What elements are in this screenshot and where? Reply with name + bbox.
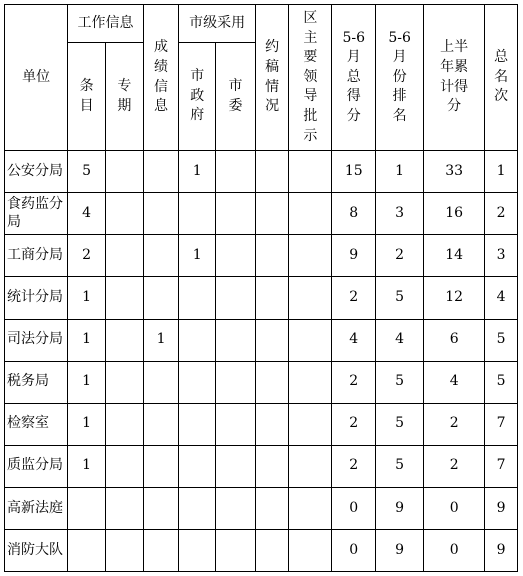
city-committee-cell (216, 235, 256, 277)
overall-rank-cell: 9 (485, 487, 518, 529)
leader-comment-cell (289, 277, 332, 319)
half-year-score-cell: 14 (424, 235, 485, 277)
half-year-score-cell: 12 (424, 277, 485, 319)
header-achievement: 成 绩 信 息 (143, 5, 179, 151)
half-year-score-cell: 0 (424, 529, 485, 571)
overall-rank-cell: 4 (485, 277, 518, 319)
city-gov-cell (179, 193, 216, 235)
overall-rank-cell: 1 (485, 151, 518, 193)
entries-cell: 1 (68, 277, 106, 319)
solicited-cell (255, 235, 289, 277)
solicited-cell (255, 445, 289, 487)
city-committee-cell (216, 487, 256, 529)
overall-rank-cell: 7 (485, 403, 518, 445)
city-committee-cell (216, 361, 256, 403)
special-cell (105, 403, 143, 445)
city-committee-cell (216, 445, 256, 487)
header-mayjun-rank: 5-6 月 份 排 名 (376, 5, 424, 151)
achievement-cell (143, 277, 179, 319)
solicited-cell (255, 151, 289, 193)
unit-cell: 司法分局 (5, 319, 68, 361)
half-year-score-cell: 4 (424, 361, 485, 403)
special-cell (105, 151, 143, 193)
mayjun-score-cell: 8 (332, 193, 376, 235)
mayjun-rank-cell: 1 (376, 151, 424, 193)
solicited-cell (255, 361, 289, 403)
mayjun-score-cell: 2 (332, 403, 376, 445)
city-committee-cell (216, 319, 256, 361)
mayjun-score-cell: 0 (332, 487, 376, 529)
entries-cell: 1 (68, 361, 106, 403)
mayjun-score-cell: 0 (332, 529, 376, 571)
solicited-cell (255, 319, 289, 361)
city-gov-cell (179, 487, 216, 529)
city-gov-cell: 1 (179, 151, 216, 193)
entries-cell: 1 (68, 319, 106, 361)
mayjun-score-cell: 9 (332, 235, 376, 277)
mayjun-score-cell: 15 (332, 151, 376, 193)
mayjun-score-cell: 2 (332, 445, 376, 487)
table-row (5, 151, 518, 193)
half-year-score-cell: 2 (424, 445, 485, 487)
table-row (5, 361, 518, 403)
entries-cell: 5 (68, 151, 106, 193)
half-year-score-cell: 2 (424, 403, 485, 445)
mayjun-rank-cell: 3 (376, 193, 424, 235)
city-gov-cell (179, 277, 216, 319)
header-work-info: 工作信息 (68, 5, 143, 43)
achievement-cell (143, 151, 179, 193)
unit-cell: 检察室 (5, 403, 68, 445)
mayjun-rank-cell: 5 (376, 403, 424, 445)
city-committee-cell (216, 193, 256, 235)
achievement-cell (143, 403, 179, 445)
half-year-score-cell: 6 (424, 319, 485, 361)
city-gov-cell (179, 529, 216, 571)
entries-cell: 1 (68, 403, 106, 445)
city-gov-cell (179, 403, 216, 445)
achievement-cell (143, 193, 179, 235)
header-city-adopt: 市级采用 (179, 5, 255, 43)
header-unit: 单位 (5, 5, 68, 151)
header-leader-comment: 区 主 要 领 导 批 示 (289, 5, 332, 151)
leader-comment-cell (289, 235, 332, 277)
special-cell (105, 277, 143, 319)
solicited-cell (255, 487, 289, 529)
achievement-cell (143, 445, 179, 487)
overall-rank-cell: 7 (485, 445, 518, 487)
table-row (5, 277, 518, 319)
ranking-table (4, 4, 518, 572)
header-special: 专 期 (105, 43, 143, 151)
unit-cell: 质监分局 (5, 445, 68, 487)
mayjun-score-cell: 2 (332, 361, 376, 403)
header-overall-rank: 总 名 次 (485, 5, 518, 151)
header-row-1 (5, 5, 518, 43)
header-entries: 条 目 (68, 43, 106, 151)
table-row (5, 319, 518, 361)
city-committee-cell (216, 277, 256, 319)
city-committee-cell (216, 151, 256, 193)
special-cell (105, 193, 143, 235)
city-gov-cell: 1 (179, 235, 216, 277)
table-row (5, 445, 518, 487)
unit-cell: 税务局 (5, 361, 68, 403)
unit-cell: 工商分局 (5, 235, 68, 277)
header-city-gov: 市 政 府 (179, 43, 216, 151)
unit-cell: 统计分局 (5, 277, 68, 319)
unit-cell: 消防大队 (5, 529, 68, 571)
entries-cell (68, 529, 106, 571)
header-solicited: 约 稿 情 况 (255, 5, 289, 151)
achievement-cell (143, 529, 179, 571)
leader-comment-cell (289, 487, 332, 529)
mayjun-rank-cell: 9 (376, 487, 424, 529)
mayjun-rank-cell: 5 (376, 445, 424, 487)
table-row (5, 235, 518, 277)
leader-comment-cell (289, 193, 332, 235)
special-cell (105, 529, 143, 571)
unit-cell: 高新法庭 (5, 487, 68, 529)
mayjun-score-cell: 2 (332, 277, 376, 319)
mayjun-rank-cell: 5 (376, 277, 424, 319)
mayjun-rank-cell: 5 (376, 361, 424, 403)
leader-comment-cell (289, 319, 332, 361)
overall-rank-cell: 9 (485, 529, 518, 571)
city-gov-cell (179, 361, 216, 403)
half-year-score-cell: 16 (424, 193, 485, 235)
entries-cell: 4 (68, 193, 106, 235)
overall-rank-cell: 3 (485, 235, 518, 277)
mayjun-score-cell: 4 (332, 319, 376, 361)
unit-cell: 公安分局 (5, 151, 68, 193)
leader-comment-cell (289, 445, 332, 487)
achievement-cell: 1 (143, 319, 179, 361)
overall-rank-cell: 5 (485, 319, 518, 361)
header-mayjun-score: 5-6 月 总 得 分 (332, 5, 376, 151)
unit-cell: 食药监分局 (5, 193, 68, 235)
solicited-cell (255, 529, 289, 571)
city-committee-cell (216, 529, 256, 571)
achievement-cell (143, 235, 179, 277)
city-gov-cell (179, 445, 216, 487)
overall-rank-cell: 5 (485, 361, 518, 403)
table-row (5, 193, 518, 235)
half-year-score-cell: 0 (424, 487, 485, 529)
half-year-score-cell: 33 (424, 151, 485, 193)
entries-cell: 1 (68, 445, 106, 487)
special-cell (105, 445, 143, 487)
entries-cell: 2 (68, 235, 106, 277)
special-cell (105, 235, 143, 277)
entries-cell (68, 487, 106, 529)
leader-comment-cell (289, 151, 332, 193)
city-gov-cell (179, 319, 216, 361)
special-cell (105, 319, 143, 361)
overall-rank-cell: 2 (485, 193, 518, 235)
solicited-cell (255, 193, 289, 235)
table-row (5, 487, 518, 529)
leader-comment-cell (289, 529, 332, 571)
solicited-cell (255, 277, 289, 319)
achievement-cell (143, 361, 179, 403)
achievement-cell (143, 487, 179, 529)
mayjun-rank-cell: 2 (376, 235, 424, 277)
special-cell (105, 487, 143, 529)
special-cell (105, 361, 143, 403)
table-row (5, 403, 518, 445)
header-city-committee: 市 委 (216, 43, 256, 151)
mayjun-rank-cell: 4 (376, 319, 424, 361)
mayjun-rank-cell: 9 (376, 529, 424, 571)
table-row (5, 529, 518, 571)
solicited-cell (255, 403, 289, 445)
leader-comment-cell (289, 403, 332, 445)
leader-comment-cell (289, 361, 332, 403)
header-half-year-score: 上半 年累 计得 分 (424, 5, 485, 151)
city-committee-cell (216, 403, 256, 445)
